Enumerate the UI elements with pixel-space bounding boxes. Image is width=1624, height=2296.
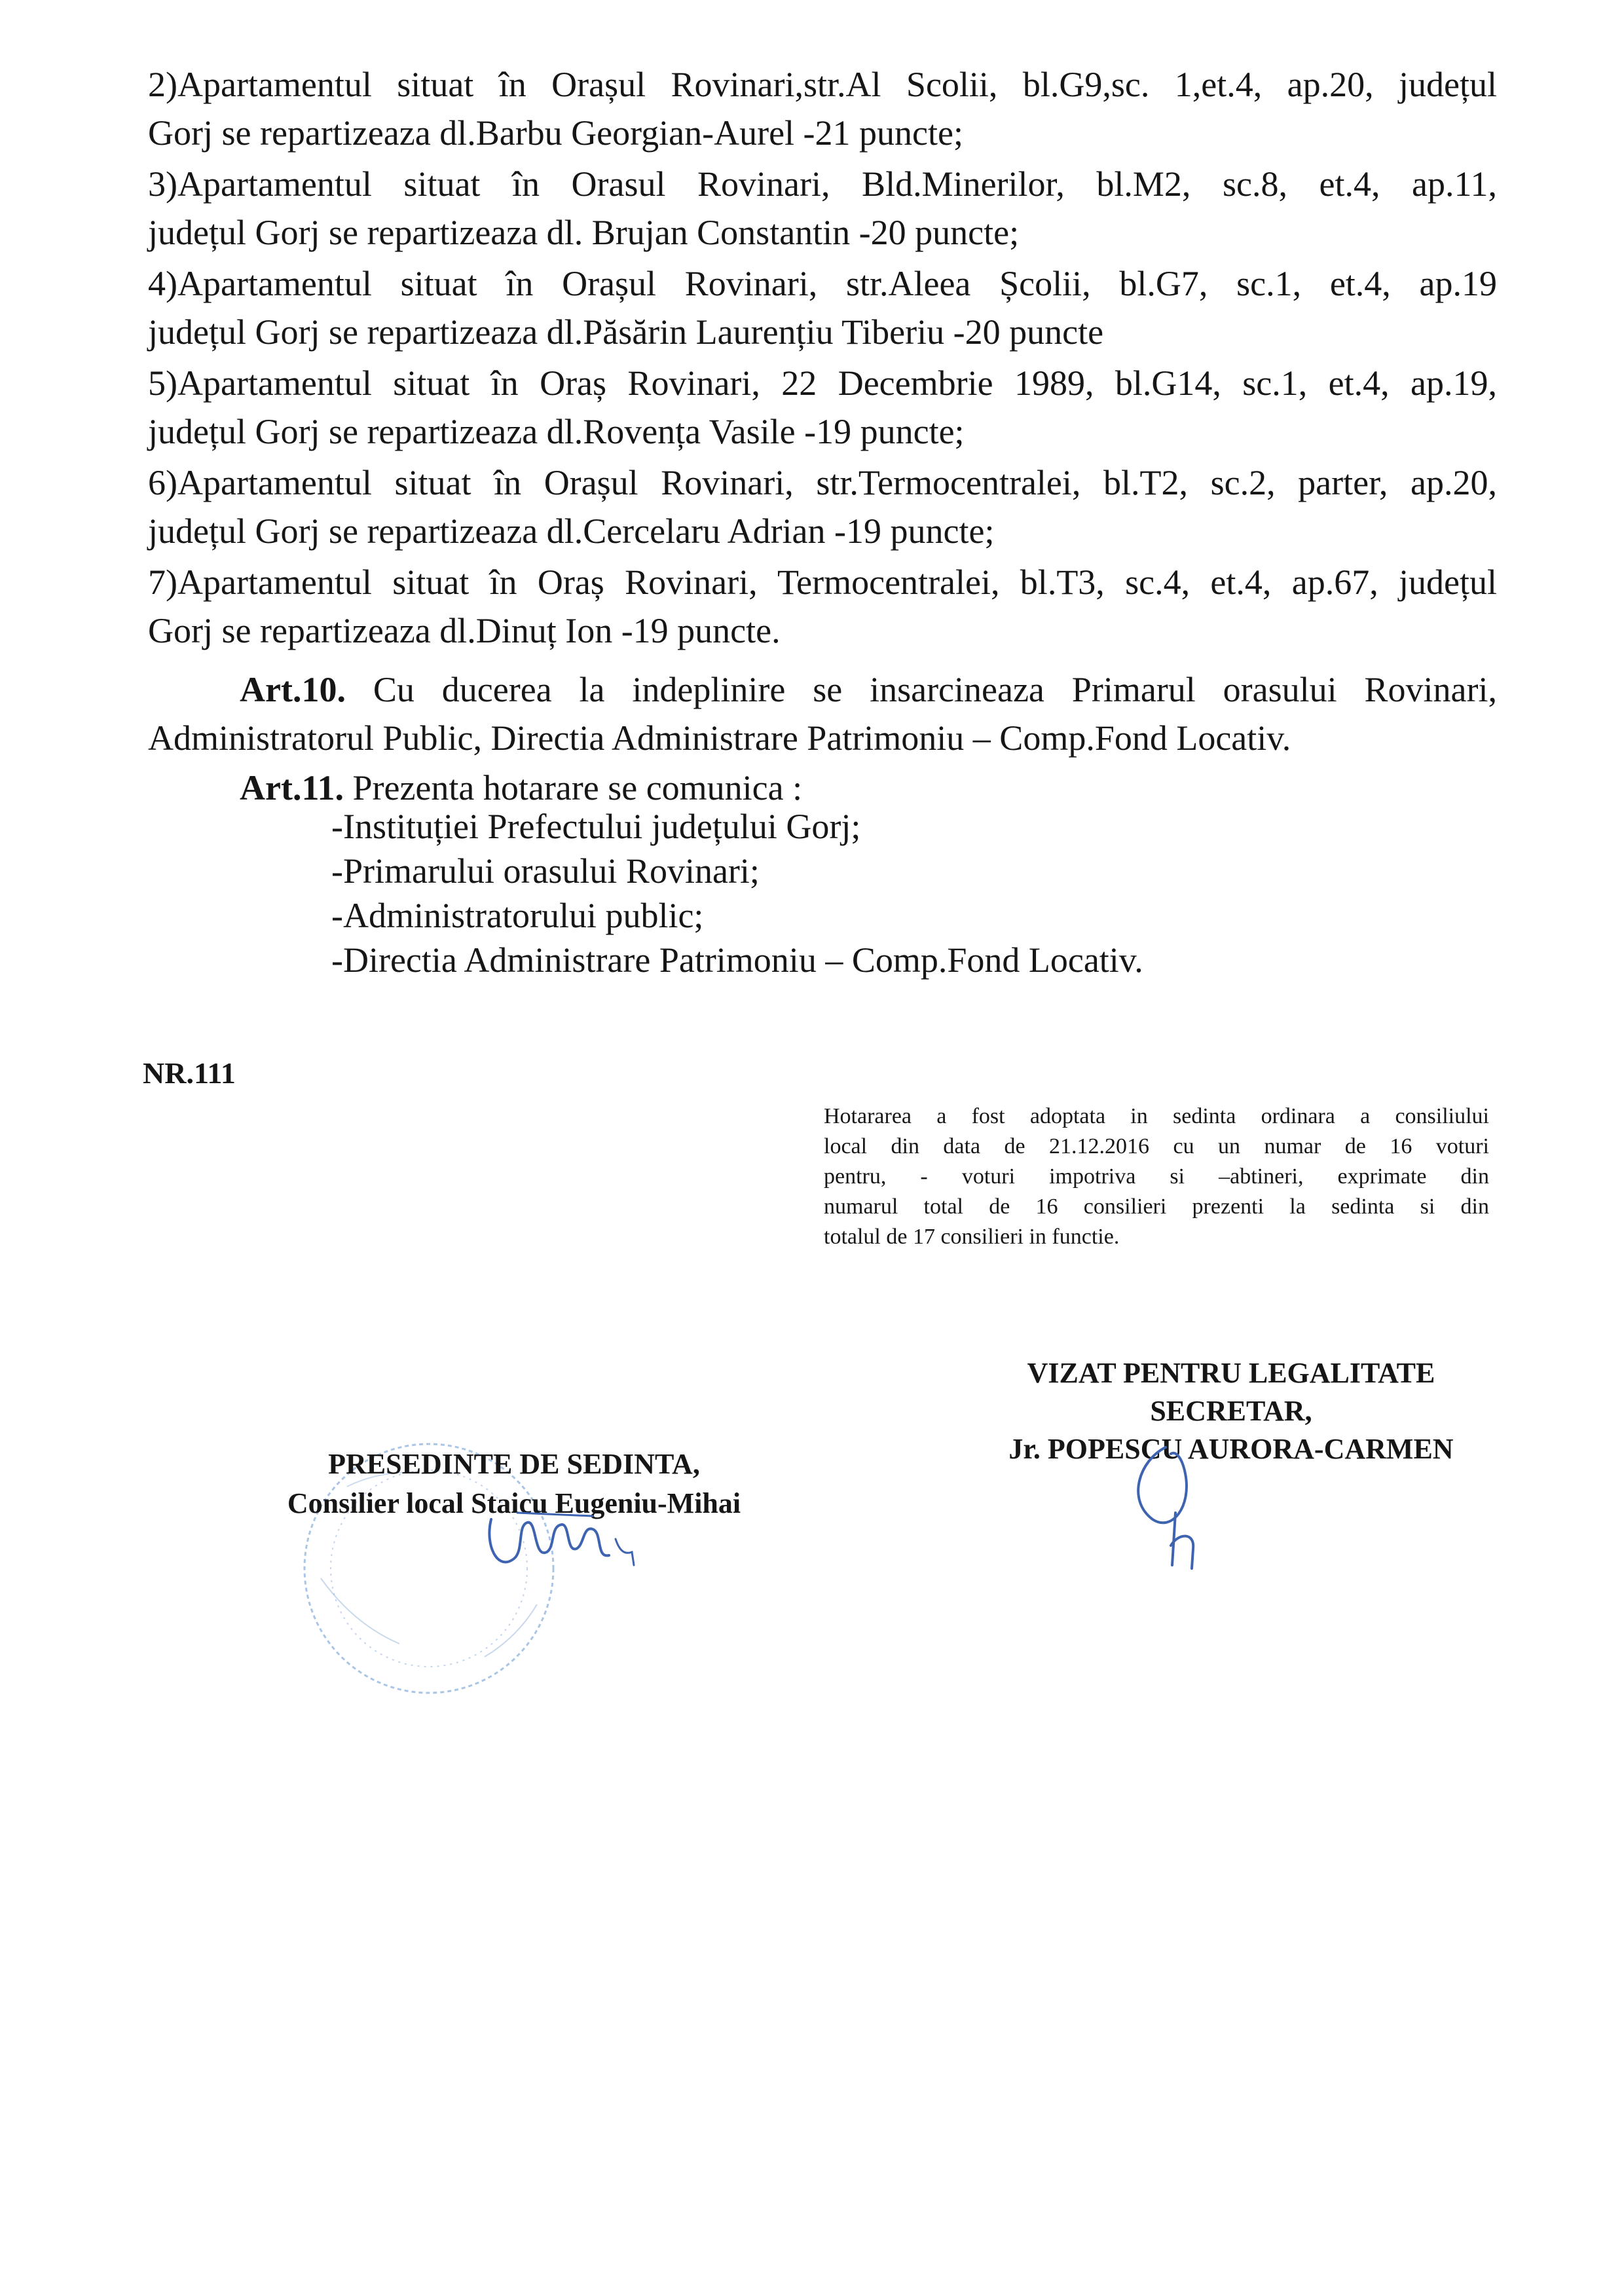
- article-10-line: [148, 665, 1497, 714]
- list-item-line: 7)Apartamentul situat în Oraș Rovinari, Termocentralei, bl.T3, sc.4, et.4, ap.67, județul: [148, 563, 1497, 602]
- list-item-line: județul Gorj se repartizeaza dl.Păsărin Laurențiu Tiberiu -20 puncte: [148, 312, 1104, 352]
- article-10-text-continued: Administratorul Public, Directia Administrare Patrimoniu – Comp.Fond Locativ.: [148, 718, 1291, 758]
- visa-role: SECRETAR,: [1150, 1395, 1312, 1427]
- list-item-line: Gorj se repartizeaza dl.Barbu Georgian-Aurel -21 puncte;: [148, 113, 963, 153]
- adoption-line: numarul total de 16 consilieri prezenti la sedinta si din: [824, 1194, 1489, 1219]
- visa-title: VIZAT PENTRU LEGALITATE: [1027, 1357, 1435, 1389]
- president-signature: [478, 1500, 648, 1598]
- adoption-note: [824, 1102, 1489, 1252]
- secretary-signature: [1113, 1434, 1244, 1578]
- decision-number: NR.111: [143, 1056, 236, 1090]
- list-item: -Instituției Prefectului județului Gorj;: [331, 807, 861, 846]
- list-item-line: județul Gorj se repartizeaza dl. Brujan Constantin -20 puncte;: [148, 213, 1020, 252]
- article-10-text: Cu ducerea la indeplinire se insarcineaza Primarul orasului Rovinari,: [373, 670, 1498, 709]
- article-11-heading: Art.11.: [240, 768, 344, 807]
- list-item-line: Gorj se repartizeaza dl.Dinuț Ion -19 puncte.: [148, 611, 781, 650]
- list-item: [148, 259, 1497, 356]
- list-item: [148, 60, 1497, 157]
- list-item-line: județul Gorj se repartizeaza dl.Rovența Vasile -19 puncte;: [148, 412, 965, 451]
- article-11-text: Prezenta hotarare se comunica :: [352, 768, 803, 807]
- article-10: [148, 665, 1497, 762]
- list-item-line: județul Gorj se repartizeaza dl.Cercelaru Adrian -19 puncte;: [148, 511, 995, 551]
- list-item: [148, 458, 1497, 555]
- list-item: -Administratorului public;: [331, 896, 704, 935]
- adoption-line: totalul de 17 consilieri in functie.: [824, 1225, 1120, 1249]
- article-10-heading: Art.10.: [240, 670, 346, 709]
- visa-signatory: Jr. POPESCU AURORA-CARMEN: [1008, 1433, 1454, 1465]
- list-item-line: 5)Apartamentul situat în Oraș Rovinari, 22 Decembrie 1989, bl.G14, sc.1, et.4, ap.19,: [148, 363, 1497, 403]
- list-item: [148, 558, 1497, 655]
- adoption-line: pentru, - voturi impotriva si –abtineri, exprimate din: [824, 1164, 1489, 1189]
- list-item: [148, 160, 1497, 257]
- list-item-line: 2)Apartamentul situat în Orașul Rovinari,str.Al Scolii, bl.G9,sc. 1,et.4, ap.20, județul: [148, 65, 1497, 104]
- president-signatory: Consilier local Staicu Eugeniu-Mihai: [287, 1487, 741, 1519]
- president-title: PRESEDINTE DE SEDINTA,: [328, 1448, 700, 1480]
- list-item-line: 6)Apartamentul situat în Orașul Rovinari, str.Termocentralei, bl.T2, sc.2, parter, ap.20,: [148, 463, 1497, 502]
- adoption-line: Hotararea a fost adoptata in sedinta ordinara a consiliului: [824, 1104, 1489, 1128]
- list-item-line: 4)Apartamentul situat în Orașul Rovinari, str.Aleea Școlii, bl.G7, sc.1, et.4, ap.19: [148, 264, 1497, 303]
- recipients-list: [331, 804, 1143, 982]
- list-item: -Directia Administrare Patrimoniu – Comp.Fond Locativ.: [331, 940, 1143, 980]
- list-item: [148, 359, 1497, 456]
- list-item: -Primarului orasului Rovinari;: [331, 851, 760, 891]
- apartment-allocation-list: [148, 60, 1497, 657]
- adoption-line: local din data de 21.12.2016 cu un numar de 16 voturi: [824, 1134, 1489, 1158]
- list-item-line: 3)Apartamentul situat în Orasul Rovinari, Bld.Minerilor, bl.M2, sc.8, et.4, ap.11,: [148, 164, 1497, 204]
